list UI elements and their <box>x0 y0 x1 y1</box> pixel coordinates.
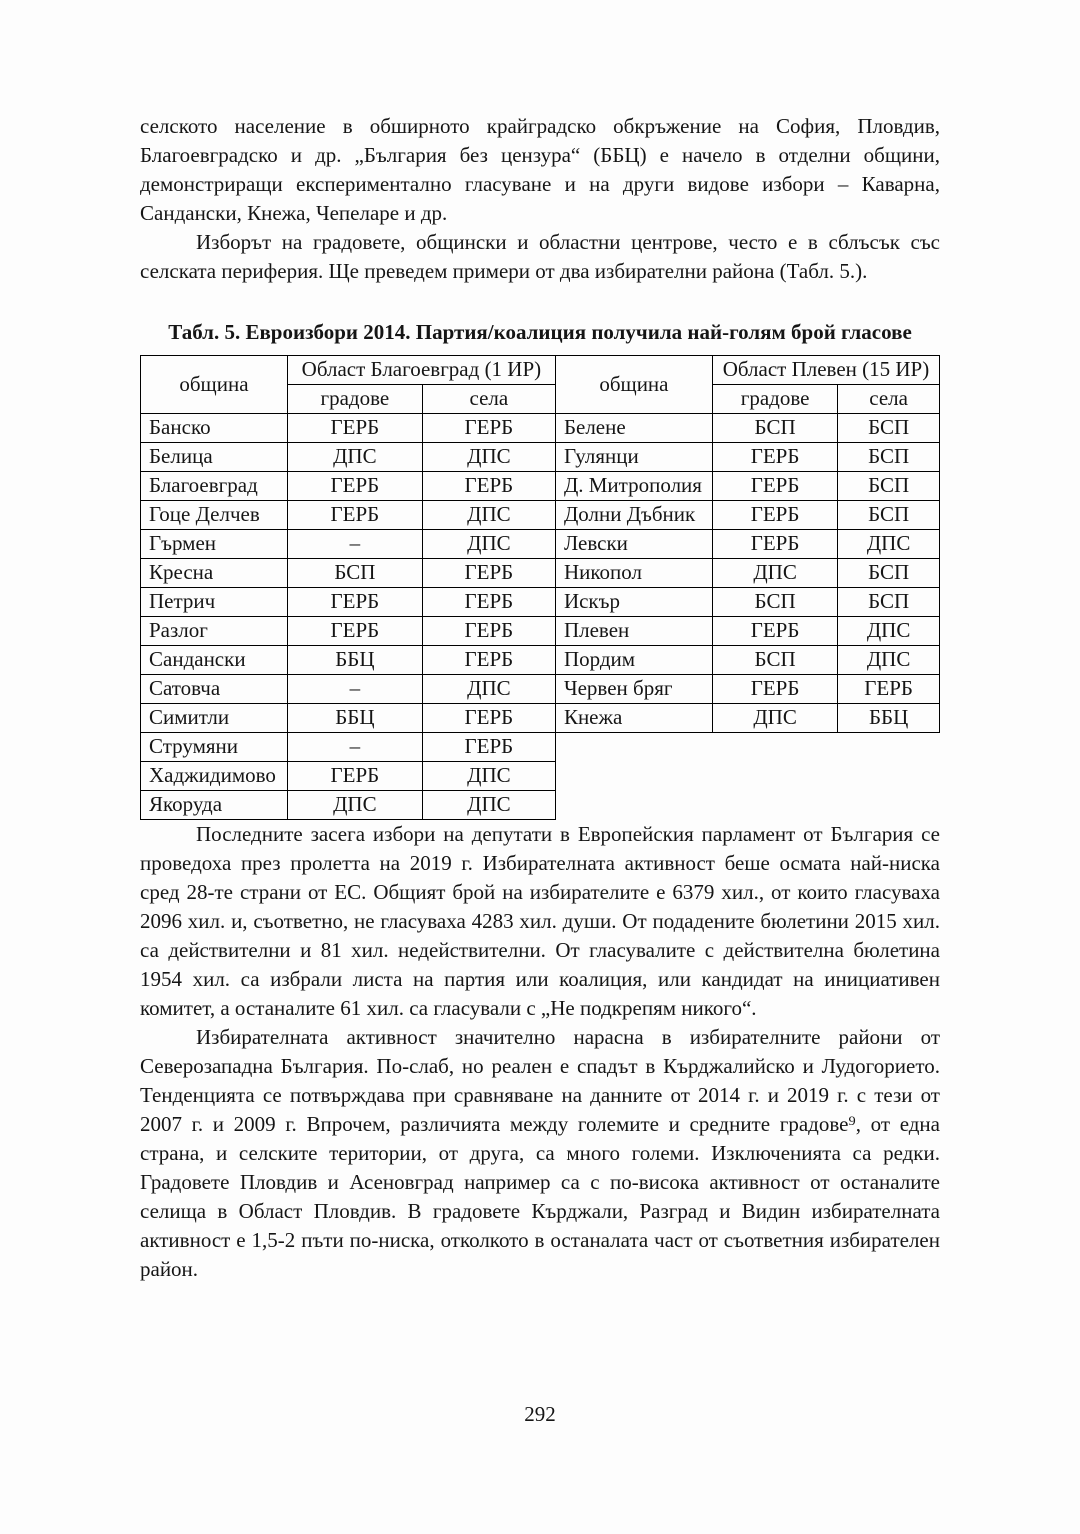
party-cell: ГЕРБ <box>287 414 422 443</box>
municipality-cell: Пордим <box>555 646 712 675</box>
table-row <box>555 443 939 472</box>
municipality-cell: Кнежа <box>555 704 712 733</box>
table-row <box>141 501 556 530</box>
municipality-cell: Благоевград <box>141 472 288 501</box>
column-header-region-blagoevgrad: Област Благоевград (1 ИР) <box>287 356 555 385</box>
party-cell: ГЕРБ <box>712 617 837 646</box>
table-row <box>555 414 939 443</box>
party-cell: ДПС <box>422 791 555 820</box>
party-cell: ГЕРБ <box>838 675 940 704</box>
party-cell: – <box>287 530 422 559</box>
party-cell: БСП <box>712 646 837 675</box>
party-cell: БСП <box>287 559 422 588</box>
party-cell: ГЕРБ <box>287 762 422 791</box>
party-cell: ГЕРБ <box>422 559 555 588</box>
table-row <box>141 559 556 588</box>
table-row <box>555 617 939 646</box>
party-cell: ГЕРБ <box>712 530 837 559</box>
party-cell: ДПС <box>712 704 837 733</box>
column-header-municipality: община <box>555 356 712 414</box>
municipality-cell: Долни Дъбник <box>555 501 712 530</box>
table-pleven <box>555 355 940 733</box>
party-cell: ГЕРБ <box>422 704 555 733</box>
party-cell: ГЕРБ <box>712 501 837 530</box>
party-cell: ДПС <box>712 559 837 588</box>
municipality-cell: Гулянци <box>555 443 712 472</box>
table-body-pleven <box>555 414 939 733</box>
party-cell: БСП <box>712 414 837 443</box>
party-cell: ГЕРБ <box>422 414 555 443</box>
table-row <box>141 762 556 791</box>
party-cell: ГЕРБ <box>712 443 837 472</box>
municipality-cell: Разлог <box>141 617 288 646</box>
party-cell: ГЕРБ <box>287 501 422 530</box>
municipality-cell: Гърмен <box>141 530 288 559</box>
table-row <box>555 675 939 704</box>
municipality-cell: Якоруда <box>141 791 288 820</box>
party-cell: ГЕРБ <box>422 472 555 501</box>
table-row <box>141 617 556 646</box>
table-caption: Табл. 5. Евроизбори 2014. Партия/коалиция получила най-голям брой гласове <box>168 320 912 344</box>
party-cell: ГЕРБ <box>287 472 422 501</box>
municipality-cell: Сандански <box>141 646 288 675</box>
table-header-row <box>555 356 939 385</box>
party-cell: БСП <box>838 501 940 530</box>
party-cell: БСП <box>838 414 940 443</box>
table-row <box>555 472 939 501</box>
party-cell: ГЕРБ <box>712 472 837 501</box>
municipality-cell: Петрич <box>141 588 288 617</box>
table-row <box>141 414 556 443</box>
table-row <box>141 733 556 762</box>
party-cell: – <box>287 675 422 704</box>
municipality-cell: Банско <box>141 414 288 443</box>
table-row <box>555 501 939 530</box>
column-header-region-pleven: Област Плевен (15 ИР) <box>712 356 939 385</box>
party-cell: ДПС <box>287 791 422 820</box>
party-cell: ГЕРБ <box>287 588 422 617</box>
paragraph-turnout-analysis: Избирателната активност значително нарасна в избирателните райони от Северозападна България. По-слаб, но реален е спадът в Кърджалийско и Лудогорието. Тенденцията се потвърждава при сравняване на данните от 2014 г. и 2019 г. с тези от 2007 г. и 2009 г. Впрочем, различията между големите и средните градове⁹, от една страна, и селските територии, от друга, са много големи. Изключенията са редки. Градовете Пловдив и Асеновград например са с по-висока активност от останалите селища в Област Пловдив. В градовете Кърджали, Разград и Видин избирателната активност е 1,5-2 пъти по-ниска, отколкото в останалата част от съответния избирателен район. <box>140 1025 940 1281</box>
table-row <box>555 646 939 675</box>
column-header-municipality: община <box>141 356 288 414</box>
table-row <box>555 530 939 559</box>
municipality-cell: Гоце Делчев <box>141 501 288 530</box>
table-row <box>141 472 556 501</box>
table-row <box>141 588 556 617</box>
party-cell: БСП <box>838 588 940 617</box>
party-cell: ДПС <box>422 762 555 791</box>
party-cell: ГЕРБ <box>422 588 555 617</box>
municipality-cell: Плевен <box>555 617 712 646</box>
table-row <box>141 530 556 559</box>
party-cell: ДПС <box>838 646 940 675</box>
party-cell: ББЦ <box>287 646 422 675</box>
party-cell: БСП <box>712 588 837 617</box>
column-header-towns: градове <box>287 385 422 414</box>
municipality-cell: Кресна <box>141 559 288 588</box>
paragraph-intro: селското население в обширното крайградско обкръжение на София, Пловдив, Благоевградско и др. „България без цензура“ (ББЦ) е начело в отделни общини, демонстриращи експериментално гласуване и на други видове избори – Каварна, Сандански, Кнежа, Чепеларе и др. <box>140 114 940 225</box>
table-row <box>555 559 939 588</box>
party-cell: ДПС <box>287 443 422 472</box>
paragraph-ep-elections-2019: Последните засега избори на депутати в Европейския парламент от България се проведоха през пролетта на 2019 г. Избирателната активност беше осмата най-ниска сред 28-те страни от ЕС. Общият брой на избирателите е 6379 хил., от които гласуваха 2096 хил. и, съответно, не гласуваха 4283 хил. души. От подадените бюлетини 2015 хил. са действителни и 81 хил. недействителни. От гласувалите с действителна бюлетина 1954 хил. са избрали листа на партия или коалиция, или кандидат на инициативен комитет, а останалите 61 хил. са гласували с „Не подкрепям никого“. <box>140 822 940 1020</box>
party-cell: ГЕРБ <box>422 617 555 646</box>
municipality-cell: Червен бряг <box>555 675 712 704</box>
column-header-towns: градове <box>712 385 837 414</box>
municipality-cell: Д. Митрополия <box>555 472 712 501</box>
party-cell: БСП <box>838 472 940 501</box>
party-cell: ДПС <box>422 443 555 472</box>
municipality-cell: Струмяни <box>141 733 288 762</box>
municipality-cell: Хаджидимово <box>141 762 288 791</box>
table-blagoevgrad <box>140 355 556 820</box>
party-cell: ББЦ <box>838 704 940 733</box>
table-header-row <box>141 356 556 385</box>
table-body-blagoevgrad <box>141 414 556 820</box>
party-cell: ГЕРБ <box>422 733 555 762</box>
table-row <box>141 704 556 733</box>
table-row <box>555 704 939 733</box>
page-number: 292 <box>524 1402 556 1426</box>
table-5 <box>140 355 940 820</box>
party-cell: ББЦ <box>287 704 422 733</box>
party-cell: ДПС <box>422 530 555 559</box>
municipality-cell: Белене <box>555 414 712 443</box>
municipality-cell: Искър <box>555 588 712 617</box>
party-cell: ДПС <box>422 675 555 704</box>
party-cell: ДПС <box>838 530 940 559</box>
party-cell: ДПС <box>838 617 940 646</box>
party-cell: ГЕРБ <box>287 617 422 646</box>
municipality-cell: Симитли <box>141 704 288 733</box>
paragraph-cities: Изборът на градовете, общински и областни центрове, често е в сблъсък със селската периферия. Ще преведем примери от два избирателни района (Табл. 5.). <box>140 230 940 283</box>
municipality-cell: Белица <box>141 443 288 472</box>
table-row <box>141 675 556 704</box>
party-cell: БСП <box>838 443 940 472</box>
party-cell: БСП <box>838 559 940 588</box>
municipality-cell: Никопол <box>555 559 712 588</box>
party-cell: ДПС <box>422 501 555 530</box>
table-row <box>141 791 556 820</box>
municipality-cell: Левски <box>555 530 712 559</box>
party-cell: – <box>287 733 422 762</box>
table-row <box>141 443 556 472</box>
table-row <box>141 646 556 675</box>
municipality-cell: Сатовча <box>141 675 288 704</box>
column-header-villages: села <box>838 385 940 414</box>
column-header-villages: села <box>422 385 555 414</box>
party-cell: ГЕРБ <box>422 646 555 675</box>
table-row <box>555 588 939 617</box>
party-cell: ГЕРБ <box>712 675 837 704</box>
